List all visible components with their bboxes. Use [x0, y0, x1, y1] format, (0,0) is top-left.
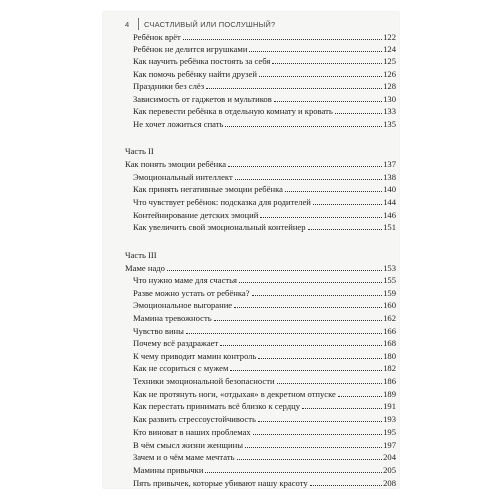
dot-leader — [230, 369, 382, 371]
toc-entry — [133, 275, 396, 285]
toc-page-number: 159 — [383, 288, 396, 298]
toc-entry-title: Как увеличить свой эмоциональный контейнер — [133, 222, 306, 232]
dot-leader — [302, 407, 382, 409]
book-page — [103, 12, 399, 488]
toc-entry-title: Чувство вины — [133, 326, 184, 336]
toc-entry — [133, 351, 396, 361]
toc-part-heading — [125, 250, 157, 260]
toc-entry-title: Кто виноват в наших проблемах — [133, 427, 251, 437]
toc-entry-title: Эмоциональный интеллект — [133, 172, 233, 182]
toc-entry-title: Ребёнок врёт — [133, 32, 181, 42]
toc-entry — [133, 326, 396, 336]
toc-page-number: 137 — [383, 159, 396, 169]
toc-entry-title: К чему приводит мамин контроль — [133, 351, 257, 361]
toc-entry — [133, 119, 396, 129]
dot-leader — [183, 38, 382, 40]
toc-entry — [133, 338, 396, 348]
toc-page-number: 146 — [383, 210, 396, 220]
toc-entry-title: Часть III — [125, 250, 157, 260]
toc-page-number: 189 — [383, 389, 396, 399]
toc-page-number: 128 — [383, 81, 396, 91]
dot-leader — [234, 306, 382, 308]
toc-entry-title: Зависимость от гаджетов и мультиков — [133, 94, 272, 104]
dot-leader — [235, 178, 382, 180]
toc-page-number: 144 — [383, 197, 396, 207]
toc-entry — [133, 440, 396, 450]
dot-leader — [205, 471, 382, 473]
toc-entry — [133, 197, 396, 207]
toc-entry-title: В чём смысл жизни женщины — [133, 440, 243, 450]
dot-leader — [239, 281, 382, 283]
toc-entry — [133, 184, 396, 194]
toc-entry-title: Праздники без слёз — [133, 81, 205, 91]
dot-leader — [258, 420, 382, 422]
toc-entry — [133, 56, 396, 66]
toc-entry — [133, 401, 396, 411]
toc-entry — [133, 172, 396, 182]
toc-page-number: 205 — [383, 465, 396, 475]
toc-page-number: 186 — [383, 376, 396, 386]
toc-page-number: 160 — [383, 300, 396, 310]
dot-leader — [308, 228, 383, 230]
toc-entry-title: Зачем и о чём маме мечтать — [133, 452, 235, 462]
toc-entry-title: Как понять эмоции ребёнка — [125, 159, 227, 169]
toc-entry — [133, 478, 396, 488]
toc-page-number: 124 — [383, 44, 396, 54]
toc-entry-title: Маме надо — [125, 263, 165, 273]
toc-entry-title: Как перестать принимать всё близко к сердцу — [133, 401, 300, 411]
toc-page-number: 140 — [383, 184, 396, 194]
toc-entry — [133, 44, 396, 54]
toc-entry — [133, 210, 396, 220]
toc-entry-title: Как принять негативные эмоции ребёнка — [133, 184, 283, 194]
toc-entry-title: Почему всё раздражает — [133, 338, 219, 348]
toc-entry-title: Ребёнок не делится игрушками — [133, 44, 248, 54]
book-title: СЧАСТЛИВЫЙ ИЛИ ПОСЛУШНЫЙ? — [144, 19, 276, 29]
toc-chapter — [125, 159, 396, 169]
dot-leader — [225, 125, 382, 127]
toc-entry — [133, 222, 396, 232]
toc-page-number: 153 — [383, 263, 396, 273]
toc-entry-title: Мамины привычки — [133, 465, 204, 475]
toc-entry — [133, 94, 396, 104]
toc-page-number: 180 — [383, 351, 396, 361]
dot-leader — [335, 112, 382, 114]
dot-leader — [259, 75, 382, 77]
toc-entry-title: Пять привычек, которые убивают нашу красоту — [133, 478, 308, 488]
toc-entry-title: Как не протянуть ноги, «отдыхая» в декретном отпуске — [133, 389, 336, 399]
toc-page-number: 122 — [383, 32, 396, 42]
toc-entry-title: Что чувствует ребёнок: подсказка для родителей — [133, 197, 311, 207]
dot-leader — [228, 165, 382, 167]
dot-leader — [310, 484, 382, 486]
toc-entry — [133, 376, 396, 386]
dot-leader — [313, 203, 382, 205]
toc-page-number: 168 — [383, 338, 396, 348]
toc-page-number: 204 — [383, 452, 396, 462]
toc-entry-title: Как развить стрессоустойчивость — [133, 414, 256, 424]
toc-entry — [133, 427, 396, 437]
toc-entry-title: Как не ссориться с мужем — [133, 363, 229, 373]
dot-leader — [220, 344, 382, 346]
dot-leader — [214, 319, 382, 321]
toc-entry-title: Что нужно маме для счастья — [133, 275, 238, 285]
toc-part-heading — [125, 146, 154, 156]
dot-leader — [272, 62, 382, 64]
toc-entry — [133, 452, 396, 462]
toc-entry-title: Не хочет ложиться спать — [133, 119, 224, 129]
dot-leader — [249, 50, 382, 52]
toc-page-number: 182 — [383, 363, 396, 373]
toc-page-number: 125 — [383, 56, 396, 66]
table-of-contents — [103, 12, 399, 488]
page-number: 4 — [125, 19, 130, 29]
dot-leader — [252, 294, 383, 296]
toc-entry-title: Как научить ребёнка постоять за себя — [133, 56, 271, 66]
toc-entry — [133, 363, 396, 373]
dot-leader — [260, 216, 382, 218]
dot-leader — [274, 100, 382, 102]
toc-page-number: 155 — [383, 275, 396, 285]
toc-entry — [133, 300, 396, 310]
toc-entry — [133, 32, 396, 42]
toc-chapter — [125, 263, 396, 273]
toc-entry — [133, 465, 396, 475]
toc-entry-title: Часть II — [125, 146, 154, 156]
dot-leader — [167, 269, 382, 271]
dot-leader — [285, 190, 382, 192]
toc-page-number: 151 — [383, 222, 396, 232]
dot-leader — [237, 458, 383, 460]
toc-entry — [133, 313, 396, 323]
toc-entry — [133, 81, 396, 91]
toc-page-number: 130 — [383, 94, 396, 104]
toc-page-number: 197 — [383, 440, 396, 450]
toc-entry-title: Разве можно устать от ребёнка? — [133, 288, 250, 298]
dot-leader — [258, 357, 382, 359]
toc-entry — [133, 288, 396, 298]
toc-page-number: 138 — [383, 172, 396, 182]
toc-entry-title: Эмоциональное выгорание — [133, 300, 233, 310]
toc-page-number: 193 — [383, 414, 396, 424]
toc-entry-title: Техники эмоциональной безопасности — [133, 376, 275, 386]
toc-entry-title: Контейнирование детских эмоций — [133, 210, 259, 220]
toc-page-number: 133 — [383, 106, 396, 116]
toc-entry-title: Как перевести ребёнка в отдельную комнату и кровать — [133, 106, 333, 116]
toc-page-number: 191 — [383, 401, 396, 411]
toc-page-number: 135 — [383, 119, 396, 129]
dot-leader — [186, 332, 382, 334]
dot-leader — [245, 446, 382, 448]
toc-page-number: 208 — [383, 478, 396, 488]
toc-entry-title: Как помочь ребёнку найти друзей — [133, 69, 257, 79]
toc-entry — [133, 414, 396, 424]
toc-entry — [133, 389, 396, 399]
toc-page-number: 166 — [383, 326, 396, 336]
toc-page-number: 195 — [383, 427, 396, 437]
dot-leader — [206, 87, 382, 89]
toc-page-number: 162 — [383, 313, 396, 323]
dot-leader — [338, 395, 382, 397]
dot-leader — [277, 382, 383, 384]
toc-entry — [133, 69, 396, 79]
toc-entry-title: Мамина тревожность — [133, 313, 212, 323]
toc-entry — [133, 106, 396, 116]
dot-leader — [253, 433, 382, 435]
toc-page-number: 126 — [383, 69, 396, 79]
